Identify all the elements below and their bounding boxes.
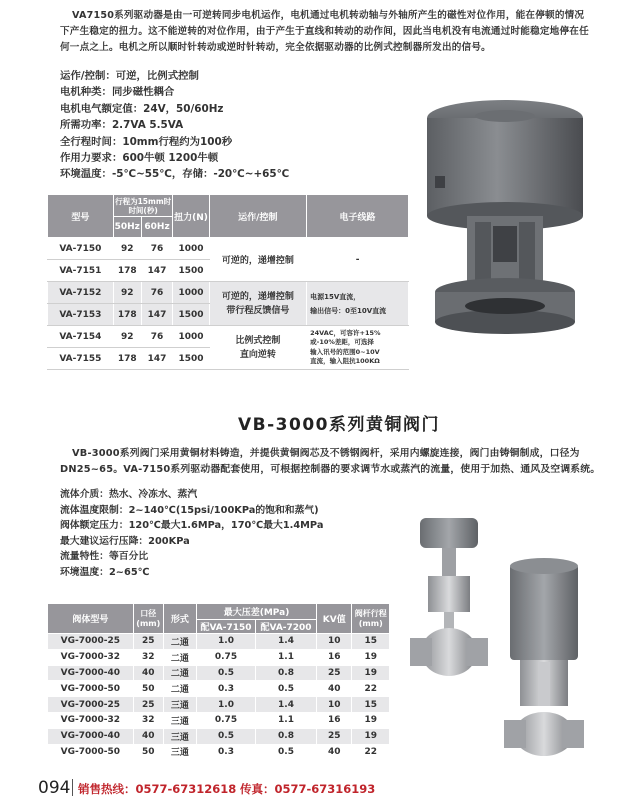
control-text: 带行程反馈信号	[226, 305, 290, 316]
vb-spec-item: 流体介质：热水、冷冻水、蒸汽	[60, 489, 198, 500]
vb-spec-item: 流量特性：等百分比	[60, 551, 149, 563]
col-circuit: 电子线路	[307, 195, 409, 238]
circuit-text: -	[355, 254, 360, 265]
va-spec-item: 运作/控制：可逆，比例式控制	[60, 70, 199, 82]
cell-dn: 50	[133, 744, 163, 760]
control-text: 直向逆转	[239, 349, 276, 360]
va-actuator-image	[415, 96, 595, 341]
table-row	[48, 712, 390, 728]
table-row	[48, 238, 409, 260]
cell-kv: 10	[317, 634, 352, 650]
cell-model: VG-7000-50	[48, 681, 134, 697]
cell-kv: 16	[317, 649, 352, 665]
cell-form: 三通	[163, 712, 196, 728]
cell-form: 二通	[163, 649, 196, 665]
cell-force: 1000	[173, 282, 209, 304]
cell-stroke: 22	[352, 681, 390, 697]
cell-kv: 25	[317, 665, 352, 681]
va-spec-item: 全行程时间：10mm行程约为100秒	[60, 135, 233, 148]
cell-model: VA-7155	[48, 348, 114, 370]
cell-p7200: 0.5	[255, 744, 316, 760]
col-50hz: 50Hz	[113, 217, 141, 238]
cell-p7150: 0.75	[197, 712, 256, 728]
va-spec-item: 电机电气额定值：24V，50/60Hz	[60, 102, 224, 115]
cell-force: 1500	[173, 304, 209, 326]
va-intro-line3: 何一点之上。电机之所以顺时针转动或逆时针转动，完全依据驱动器的比例式控制器所发出的信号。	[60, 42, 491, 53]
cell-model: VA-7150	[48, 238, 114, 260]
table-row	[48, 282, 409, 304]
table-row	[48, 697, 390, 713]
circuit-text: 输入讯号的范围0~10V	[310, 347, 380, 356]
cell-control	[209, 282, 307, 326]
table-row	[48, 728, 390, 744]
cell-kv: 25	[317, 728, 352, 744]
cell-model: VA-7151	[48, 260, 114, 282]
col-control: 运作/控制	[209, 195, 307, 238]
table-row	[48, 665, 390, 681]
cell-kv: 40	[317, 681, 352, 697]
cell-p7150: 0.3	[197, 681, 256, 697]
vb-spec-item: 环境温度：2~65℃	[60, 566, 150, 578]
cell-stroke: 15	[352, 634, 390, 650]
cell-p7200: 0.8	[255, 665, 316, 681]
circuit-text: 或-10%差距，可选择	[310, 338, 374, 346]
va-spec-item: 作用力要求：600牛顿 1200牛顿	[60, 152, 219, 165]
vb-spec-item: 流体温度限制：2~140℃(15psi/100KPa的饱和和蒸气)	[60, 504, 319, 516]
cell-stroke: 19	[352, 728, 390, 744]
cell-50hz: 92	[113, 326, 141, 348]
cell-form: 二通	[163, 634, 196, 650]
cell-p7150: 0.3	[197, 744, 256, 760]
col-va7200: 配VA-7200	[255, 620, 316, 634]
control-text: 可逆的，递增控制	[221, 291, 294, 302]
col-stroke: 阀杆行程(mm)	[352, 604, 390, 634]
cell-stroke: 22	[352, 744, 390, 760]
footer	[38, 776, 598, 800]
cell-force: 1500	[173, 348, 209, 370]
cell-model: VG-7000-25	[48, 634, 134, 650]
va-intro-line2: 下产生稳定的扭力。这不能逆转的对位作用，由于产生于直线和转动的动作间，因此当电机没有电流通过时能稳定地停在任	[60, 26, 589, 37]
cell-dn: 25	[133, 697, 163, 713]
vb-section-title: VB-3000系列黄铜阀门	[238, 415, 440, 435]
footer-divider	[72, 779, 73, 796]
cell-stroke: 19	[352, 649, 390, 665]
vb-spec-item: 最大建议运行压降：200KPa	[60, 535, 190, 547]
cell-dn: 40	[133, 665, 163, 681]
cell-circuit	[307, 238, 409, 282]
col-va7150: 配VA-7150	[197, 620, 256, 634]
cell-model: VA-7154	[48, 326, 114, 348]
vb-spec-list	[60, 487, 323, 581]
vb-intro-line1: VB-3000系列阀门采用黄铜材料铸造，并提供黄铜阀芯及不锈钢阀杆，采用内螺旋连接，阀门由铸铜制成，口径为	[72, 448, 580, 459]
va-spec-item: 电机种类：同步磁性耦合	[60, 86, 175, 99]
cell-stroke: 19	[352, 712, 390, 728]
col-diameter: 口径(mm)	[133, 604, 163, 634]
cell-dn: 32	[133, 649, 163, 665]
cell-p7150: 1.0	[197, 634, 256, 650]
cell-dn: 50	[133, 681, 163, 697]
cell-p7150: 0.5	[197, 665, 256, 681]
cell-p7150: 0.5	[197, 728, 256, 744]
cell-circuit	[307, 282, 409, 326]
cell-force: 1000	[173, 326, 209, 348]
cell-50hz: 178	[113, 348, 141, 370]
cell-circuit	[307, 326, 409, 370]
cell-p7150: 0.75	[197, 649, 256, 665]
fax-number: 传真：0577-67316193	[240, 782, 376, 796]
cell-stroke: 19	[352, 665, 390, 681]
cell-kv: 10	[317, 697, 352, 713]
cell-form: 三通	[163, 728, 196, 744]
va-spec-table	[47, 194, 409, 370]
cell-p7200: 1.1	[255, 649, 316, 665]
cell-60hz: 147	[141, 260, 173, 282]
col-travel-time: 行程为15mm时时间(秒)	[115, 196, 172, 215]
cell-60hz: 147	[141, 348, 173, 370]
cell-60hz: 147	[141, 304, 173, 326]
cell-model: VG-7000-25	[48, 697, 134, 713]
cell-60hz: 76	[141, 326, 173, 348]
cell-model: VG-7000-50	[48, 744, 134, 760]
cell-force: 1000	[173, 238, 209, 260]
cell-model: VG-7000-40	[48, 728, 134, 744]
va-spec-item: 所需功率：2.7VA 5.5VA	[60, 119, 184, 132]
cell-dn: 25	[133, 634, 163, 650]
cell-50hz: 92	[113, 282, 141, 304]
va-spec-item: 环境温度：-5℃~55℃，存储：-20℃~+65℃	[60, 168, 290, 181]
va-intro	[60, 8, 620, 56]
circuit-text: 电源15V直流，	[310, 292, 361, 301]
table-row	[48, 634, 390, 650]
cell-p7200: 1.4	[255, 697, 316, 713]
vg-spec-table	[47, 603, 390, 760]
control-text: 比例式控制	[235, 335, 281, 346]
cell-control	[209, 326, 307, 370]
vb-spec-item: 阀体额定压力：120℃最大1.6MPa，170℃最大1.4MPa	[60, 520, 324, 532]
sales-hotline: 销售热线：0577-67312618	[78, 782, 237, 796]
cell-form: 三通	[163, 744, 196, 760]
col-kv: KV值	[317, 604, 352, 634]
cell-form: 二通	[163, 681, 196, 697]
cell-model: VA-7153	[48, 304, 114, 326]
cell-control	[209, 238, 307, 282]
col-form: 形式	[163, 604, 196, 634]
circuit-text: 24VAC，可容许+15%	[310, 328, 381, 337]
cell-50hz: 92	[113, 238, 141, 260]
cell-model: VG-7000-40	[48, 665, 134, 681]
vb-intro-line2: DN25~65。VA-7150系列驱动器配套使用，可根据控制器的要求调节水或蒸汽的流量，使用于加热、通风及空调系统。	[60, 464, 601, 475]
col-valve-model: 阀体型号	[48, 604, 134, 634]
cell-force: 1500	[173, 260, 209, 282]
cell-kv: 16	[317, 712, 352, 728]
cell-dn: 32	[133, 712, 163, 728]
cell-kv: 40	[317, 744, 352, 760]
cell-form: 二通	[163, 665, 196, 681]
cell-form: 三通	[163, 697, 196, 713]
cell-60hz: 76	[141, 238, 173, 260]
cell-dn: 40	[133, 728, 163, 744]
circuit-text: 直流，输入阻抗100KΩ	[310, 357, 380, 365]
cell-p7200: 1.1	[255, 712, 316, 728]
cell-model: VG-7000-32	[48, 712, 134, 728]
table-row	[48, 744, 390, 760]
cell-p7200: 1.4	[255, 634, 316, 650]
cell-p7150: 1.0	[197, 697, 256, 713]
table-row	[48, 681, 390, 697]
va-spec-list	[60, 68, 289, 183]
table-row	[48, 326, 409, 348]
cell-model: VG-7000-32	[48, 649, 134, 665]
col-model: 型号	[48, 195, 114, 238]
page-number: 094	[38, 778, 71, 798]
cell-60hz: 76	[141, 282, 173, 304]
vb-intro	[60, 446, 600, 478]
table-row	[48, 649, 390, 665]
col-max-pressure: 最大压差(MPa)	[197, 604, 317, 620]
cell-stroke: 15	[352, 697, 390, 713]
cell-50hz: 178	[113, 304, 141, 326]
col-60hz: 60Hz	[141, 217, 173, 238]
control-text: 可逆的，递增控制	[221, 256, 294, 266]
cell-p7200: 0.8	[255, 728, 316, 744]
va-intro-line1: VA7150系列驱动器是由一可逆转同步电机运作，电机通过电机转动轴与外轴所产生的磁性对位作用，能在停顿的情况	[72, 10, 585, 21]
vb-valve-image	[408, 512, 604, 767]
cell-model: VA-7152	[48, 282, 114, 304]
circuit-text: 输出信号：0至10V直流	[310, 306, 387, 315]
cell-50hz: 178	[113, 260, 141, 282]
cell-p7200: 0.5	[255, 681, 316, 697]
col-force: 扭力(N)	[173, 195, 209, 238]
